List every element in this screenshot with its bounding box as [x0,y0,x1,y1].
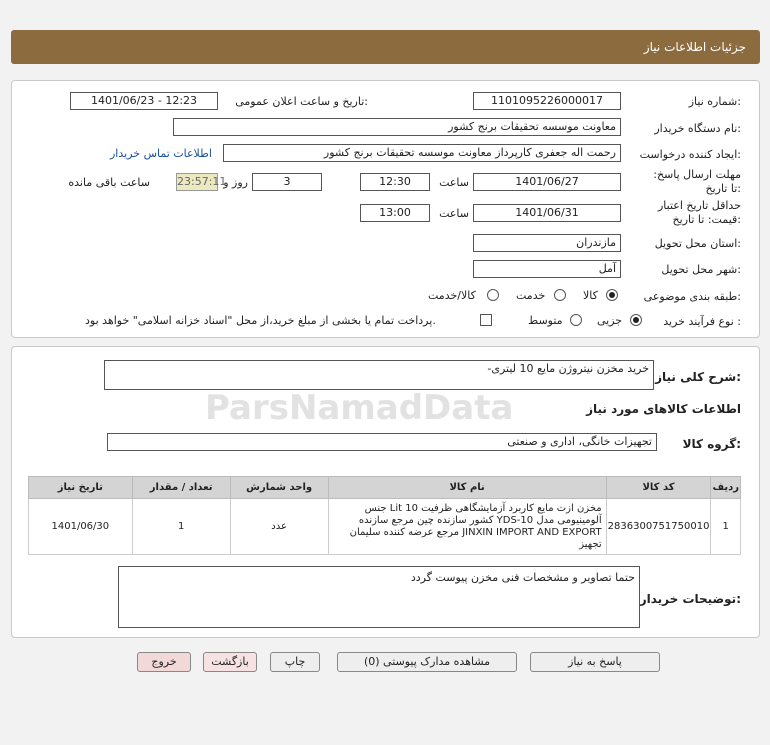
buyer-org-field: معاونت موسسه تحقیقات برنج کشور [173,118,621,136]
category-radio-goods[interactable] [606,289,618,301]
cell-name: مخزن ازت مایع کاربرد آزمایشگاهی ظرفیت 10 Lit جنس آلومینیومی مدل YDS-10 کشور سازنده چین مرجع سازنده JINXIN IMPORT AND EXPORT مرجع عرضه کننده سلیمان تجهیز [328,499,606,555]
remaining-word: ساعت باقی مانده [68,176,150,189]
validity-date-field: 1401/06/31 [473,204,621,222]
goods-table [28,476,741,555]
table-header-row [29,477,741,499]
announce-field: 1401/06/23 - 12:23 [70,92,218,110]
goods-info-title: اطلاعات کالاهای مورد نیاز [586,402,741,416]
buyer-contact-link[interactable]: اطلاعات تماس خریدار [110,147,212,160]
validity-time-field: 13:00 [360,204,430,222]
summary-label: شرح کلی نیاز: [655,370,741,384]
col-code: کد کالا [606,477,711,499]
creator-label: ایجاد کننده درخواست: [639,148,741,161]
goods-group-label: گروه کالا: [682,437,741,451]
deadline-label: مهلت ارسال پاسخ: تا تاریخ: [653,168,741,195]
process-label: نوع فرآیند خرید : [663,315,741,328]
creator-field: رحمت اله جعفری کارپرداز معاونت موسسه تحقیقات برنج کشور [223,144,621,162]
deadline-time-word: ساعت [439,176,469,189]
category-goods-label: کالا [583,289,598,302]
cell-unit: عدد [230,499,328,555]
deadline-time-field: 12:30 [360,173,430,191]
city-label: شهر محل تحویل: [661,263,741,276]
category-radio-service[interactable] [554,289,566,301]
city-field: آمل [473,260,621,278]
buyer-notes-label: توضیحات خریدار: [639,592,741,606]
category-service-label: خدمت [516,289,546,302]
col-date: تاریخ نیاز [29,477,133,499]
treasury-checkbox[interactable] [480,314,492,326]
buyer-org-label: نام دستگاه خریدار: [654,122,741,135]
page-header [11,30,760,64]
payment-note: پرداخت تمام یا بخشی از مبلغ خرید،از محل "اسناد خزانه اسلامی" خواهد بود. [85,314,436,327]
category-label: طبقه بندی موضوعی: [643,290,741,303]
table-row [29,499,741,555]
category-radio-goods-service[interactable] [487,289,499,301]
days-word: روز و [223,176,248,189]
validity-time-word: ساعت [439,207,469,220]
province-label: استان محل تحویل: [654,237,741,250]
buyer-notes-field: حتما تصاویر و مشخصات فنی مخزن پیوست گردد [118,566,640,628]
category-goods-service-label: کالا/خدمت [428,289,476,302]
province-field: مازندران [473,234,621,252]
col-name: نام کالا [328,477,606,499]
cell-date: 1401/06/30 [29,499,133,555]
attachments-button[interactable]: مشاهده مدارک پیوستی (0) [337,652,517,672]
summary-field: خرید مخزن نیتروژن مایع 10 لیتری- [104,360,654,390]
col-row: ردیف [711,477,741,499]
col-unit: واحد شمارش [230,477,328,499]
col-qty: تعداد / مقدار [132,477,230,499]
print-button[interactable]: چاپ [270,652,320,672]
exit-button[interactable]: خروج [137,652,191,672]
cell-code: 2836300751750010 [606,499,711,555]
deadline-date-field: 1401/06/27 [473,173,621,191]
validity-label: حداقل تاریخ اعتبار قیمت: تا تاریخ: [657,199,741,226]
process-medium-label: متوسط [528,314,563,327]
cell-qty: 1 [132,499,230,555]
process-minor-label: جزیی [597,314,623,327]
back-button[interactable]: بازگشت [203,652,257,672]
process-radio-medium[interactable] [570,314,582,326]
goods-group-field: تجهیزات خانگی، اداری و صنعتی [107,433,657,451]
process-radio-minor[interactable] [630,314,642,326]
watermark: ParsNamadData [205,388,514,428]
remaining-time-field: 23:57:11 [176,173,218,191]
announce-label: تاریخ و ساعت اعلان عمومی: [235,95,368,108]
cell-row: 1 [711,499,741,555]
need-number-label: شماره نیاز: [688,95,741,108]
days-field: 3 [252,173,322,191]
need-number-field: 1101095226000017 [473,92,621,110]
reply-button[interactable]: پاسخ به نیاز [530,652,660,672]
page-title: جزئیات اطلاعات نیاز [643,40,746,54]
